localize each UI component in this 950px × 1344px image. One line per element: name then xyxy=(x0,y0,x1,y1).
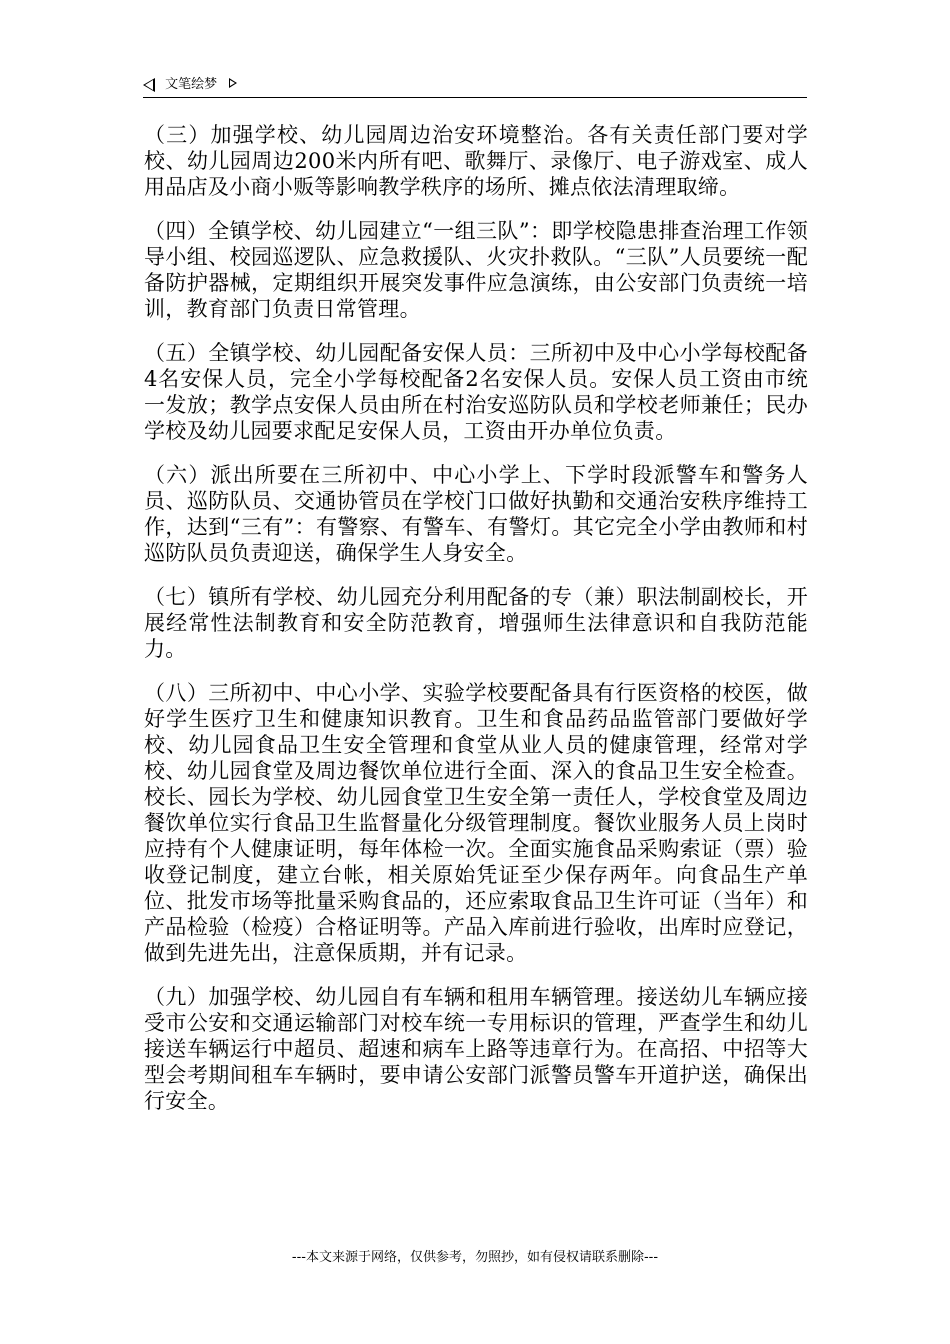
paragraph-3: （三）加强学校、幼儿园周边治安环境整治。各有关责任部门要对学校、幼儿园周边200米内所有吧、歌舞厅、录像厅、电子游戏室、成人用品店及小商小贩等影响教学秩序的场所、摊点依法清理取缔。 xyxy=(144,123,808,199)
header-title: 文笔绘梦 xyxy=(165,77,218,92)
paragraph-8: （八）三所初中、中心小学、实验学校要配备具有行医资格的校医，做好学生医疗卫生和健康知识教育。卫生和食品药品监管部门要做好学校、幼儿园食品卫生安全管理和食堂从业人员的健康管理，经常对学校、幼儿园食堂及周边餐饮单位进行全面、深入的食品卫生安全检查。校长、园长为学校、幼儿园食堂卫生安全第一责任人，学校食堂及周边餐饮单位实行食品卫生监督量化分级管理制度。餐饮业服务人员上岗时应持有个人健康证明，每年体检一次。全面实施食品采购索证（票）验收登记制度，建立台帐，相关原始凭证至少保存两年。向食品生产单位、批发市场等批量采购食品的，还应索取食品卫生许可证（当年）和产品检验（检疫）合格证明等。产品入库前进行验收，出库时应登记，做到先进先出，注意保质期，并有记录。 xyxy=(144,681,808,965)
paragraph-6: （六）派出所要在三所初中、中心小学上、下学时段派警车和警务人员、巡防队员、交通协管员在学校门口做好执勤和交通治安秩序维持工作，达到“三有”：有警察、有警车、有警灯。其它完全小学由教师和村巡防队员负责迎送，确保学生人身安全。 xyxy=(144,463,808,565)
footer-disclaimer: ---本文来源于网络，仅供参考，勿照抄，如有侵权请联系删除--- xyxy=(291,1250,659,1265)
paragraph-4: （四）全镇学校、幼儿园建立“一组三队”：即学校隐患排查治理工作领导小组、校园巡逻队、应急救援队、火灾扑救队。“三队”人员要统一配备防护器械，定期组织开展突发事件应急演练，由公安部门负责统一培训，教育部门负责日常管理。 xyxy=(144,219,808,321)
page-header xyxy=(143,75,807,98)
paragraph-7: （七）镇所有学校、幼儿园充分利用配备的专（兼）职法制副校长，开展经常性法制教育和安全防范教育，增强师生法律意识和自我防范能力。 xyxy=(144,585,808,661)
document-body xyxy=(144,122,808,1132)
paragraph-9: （九）加强学校、幼儿园自有车辆和租用车辆管理。接送幼儿车辆应接受市公安和交通运输部门对校车统一专用标识的管理，严查学生和幼儿接送车辆运行中超员、超速和病车上路等违章行为。在高招、中招等大型会考期间租车车辆时，要申请公安部门派警员警车开道护送，确保出行安全。 xyxy=(144,985,808,1113)
paragraph-5: （五）全镇学校、幼儿园配备安保人员：三所初中及中心小学每校配备4名安保人员，完全小学每校配备2名安保人员。安保人员工资由市统一发放；教学点安保人员由所在村治安巡防队员和学校老师兼任；民办学校及幼儿园要求配足安保人员，工资由开办单位负责。 xyxy=(144,341,808,443)
triangle-right-icon xyxy=(229,78,237,88)
triangle-left-icon xyxy=(143,78,155,92)
